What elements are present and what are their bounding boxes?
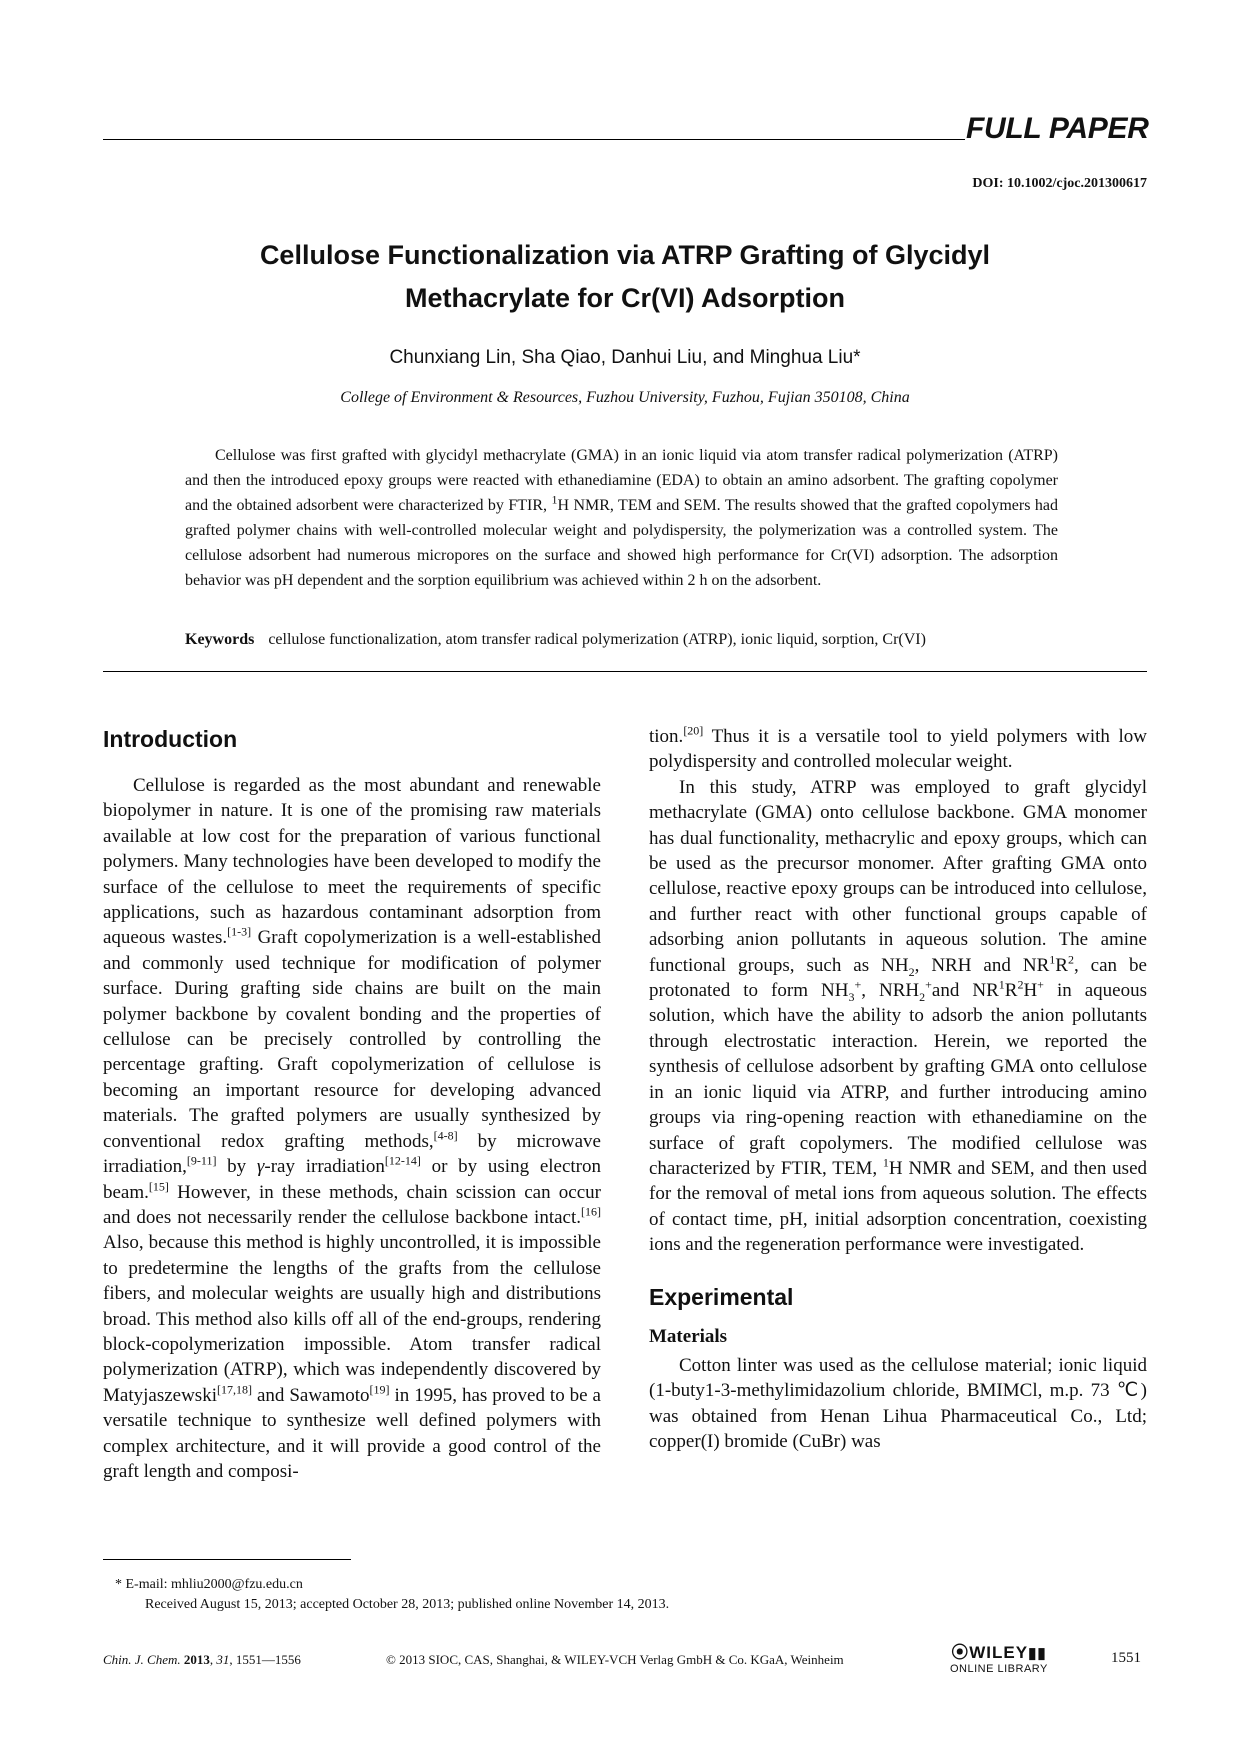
keywords (185, 631, 1065, 649)
keywords-label: Keywords (185, 631, 255, 648)
intro-continuation: tion.[20] Thus it is a versatile tool to yield polymers with low polydispersity and controlled molecular weight. (649, 723, 1147, 773)
doi: DOI: 10.1002/cjoc.201300617 (972, 176, 1147, 191)
wiley-brand: WILEY (969, 1643, 1029, 1662)
keywords-text: cellulose functionalization, atom transfer radical polymerization (ATRP), ionic liquid, sorption, Cr(VI) (268, 631, 926, 648)
materials-heading: Materials (649, 1325, 728, 1347)
section-label: FULL PAPER (966, 112, 1149, 145)
journal-citation: Chin. J. Chem. 2013, 31, 1551—1556 (103, 1652, 301, 1667)
title-line-2: Methacrylate for Cr(VI) Adsorption (404, 283, 846, 313)
wiley-logo (950, 1638, 1048, 1675)
footnote-received: Received August 15, 2013; accepted October 28, 2013; published online November 14, 2013. (145, 1597, 670, 1612)
materials-paragraph: Cotton linter was used as the cellulose material; ionic liquid (1-buty1-3-methylimidazolium chloride, BMIMCl, m.p. 73 ℃) was obtained from Henan Lihua Pharmaceutical Co., Ltd; copper(I) bromide (CuBr) was (649, 1354, 1147, 1453)
introduction-heading: Introduction (103, 726, 238, 752)
title-line-1: Cellulose Functionalization via ATRP Grafting of Glycidyl (259, 240, 991, 270)
abstract: Cellulose was first grafted with glycidyl methacrylate (GMA) in an ionic liquid via atom transfer radical polymerization (ATRP) and then the introduced epoxy groups were reacted with ethanediamine (EDA) to obtain an amino adsorbent. The grafting copolymer and the obtained adsorbent were characterized by FTIR, $^1$H NMR, TEM and SEM. The results showed that the grafted copolymers had grafted polymer chains with well-controlled molecular weight and polydispersity, the polymerization was a controlled system. The cellulose adsorbent had numerous micropores on the surface and showed high performance for Cr(VI) adsorption. The adsorption behavior was pH dependent and the sorption equilibrium was achieved within 2 h on the adsorbent. (185, 447, 1059, 589)
abstract-rule (103, 671, 1147, 672)
header-rule (103, 139, 965, 140)
affiliation: College of Environment & Resources, Fuzhou University, Fuzhou, Fujian 350108, China (340, 389, 910, 406)
intro-paragraph-1: Cellulose is regarded as the most abundant and renewable biopolymer in nature. It is one of the promising raw materials available at low cost for the preparation of various functional polymers. Many technologies have been developed to modify the surface of the cellulose to meet the requirements of specific applications, such as hazardous contaminant adsorption from aqueous wastes.[1-3] Graft copolymerization is a well-established and commonly used technique for modification of polymer surface. During grafting side chains are built on the main polymer backbone by covalent bonding and the properties of cellulose can be precisely controlled by controlling the percentage grafting. Graft copolymerization of cellulose is becoming an important resource for developing advanced materials. The grafted polymers are usually synthesized by conventional redox grafting methods,[4-8] by microwave irradiation,[9-11] by γ-ray irradiation[12-14] or by using electron beam.[15] However, in these methods, chain scission can occur and does not necessarily render the cellulose backbone intact.[16] Also, because this method is highly uncontrolled, it is impossible to predetermine the lengths of the grafts from the cellulose fibers, and molecular weights are usually high and distributions broad. This method also kills off all of the end-groups, rendering block-copolymerization impossible. Atom transfer radical polymerization (ATRP), which was independently discovered by Matyjaszewski[17,18] and Sawamoto[19] in 1995, has proved to be a versatile technique to synthesize well defined polymers with complex architecture, and it will provide a good control of the graft length and composi- (103, 775, 601, 1482)
wiley-online-library: ONLINE LIBRARY (950, 1663, 1048, 1675)
authors: Chunxiang Lin, Sha Qiao, Danhui Liu, and Minghua Liu* (389, 347, 861, 368)
experimental-heading: Experimental (649, 1283, 794, 1310)
book-icon: ▮▮ (1028, 1645, 1047, 1662)
copyright: © 2013 SIOC, CAS, Shanghai, & WILEY-VCH Verlag GmbH & Co. KGaA, Weinheim (386, 1652, 844, 1667)
footnote-email: * E-mail: mhliu2000@fzu.edu.cn (115, 1577, 303, 1592)
footnote-rule (103, 1559, 351, 1560)
footnotes (115, 1575, 670, 1615)
intro-paragraph-2: In this study, ATRP was employed to graft glycidyl methacrylate (GMA) onto cellulose backbone. GMA monomer has dual functionality, methacrylic and epoxy groups, which can be used as the precursor monomer. After grafting GMA onto cellulose, reactive epoxy groups can be introduced into cellulose, and further react with other functional groups capable of adsorbing anion pollutants in aqueous solution. The amine functional groups, such as $NH_2$, NRH and $NR^1R^2$, can be protonated to form $NH_3^+$, $NRH_2^+and$ $NR^1R^2H^+$ in aqueous solution, which have the ability to adsorb the anion pollutants through electrostatic interaction. Herein, we reported the synthesis of cellulose adsorbent by grafting GMA onto cellulose in an ionic liquid via ATRP, and further introducing amino groups via ring-opening reaction with ethanediamine on the surface of graft copolymers. The modified cellulose was characterized by FTIR, TEM, $^1$H NMR and SEM, and then used for the removal of metal ions from aqueous solution. The effects of contact time, pH, initial adsorption concentration, coexisting ions and the regeneration performance were investigated. (649, 776, 1148, 1256)
page-number: 1551 (1111, 1650, 1141, 1666)
wiley-mark-icon: ⦿ (951, 1643, 970, 1662)
right-column (649, 724, 1147, 1455)
left-column (103, 724, 601, 1484)
paper-title (103, 234, 1147, 320)
